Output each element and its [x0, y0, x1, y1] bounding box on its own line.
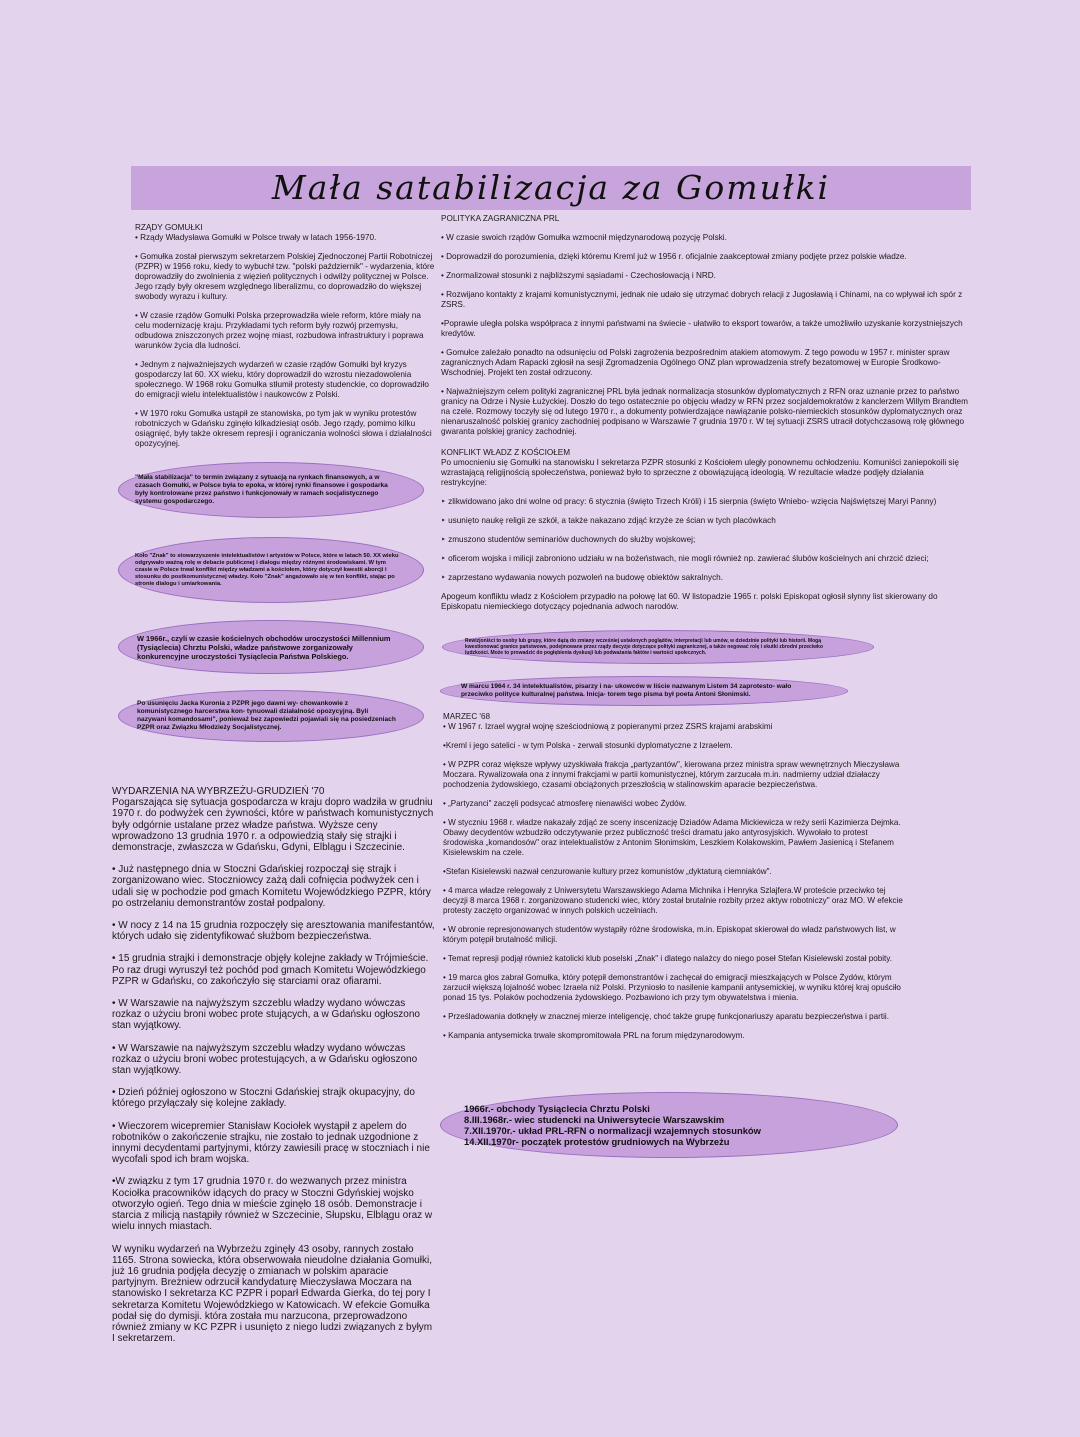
paragraph: • Już następnego dnia w Stoczni Gdańskiej rozpoczął się strajk i zorganizowano wiec. Stoczniowcy zażą dali cofnięcia podwyżek cen i udali się w pochodzie pod gmach Komitetu Wojewódzkiego PZPR, który po ostrzelaniu demonstrantów został podpalony. [112, 864, 431, 909]
section-polityka-zagraniczna [441, 214, 971, 446]
date-item: 1966r.- obchody Tysiąclecia Chrztu Polski [464, 1103, 650, 1114]
note-komandosi: Po usunięciu Jacka Kuronia z PZPR jego dawni wy- chowankowie z komunistycznego harcerstwa kon- tynuowali działalność opozycyjną. Byli nazywani komandosami", ponieważ bez zapowiedzi pojawiali się na posiedzeniach PZPR oraz Związku Młodzieży Socjalistycznej. [118, 690, 424, 742]
list-item: ‣ zlikwidowano jako dni wolne od pracy: 6 stycznia (święto Trzech Króli) i 15 sierpnia (święto Wniebo- wzięcia Najświętszej Maryi Panny) [441, 497, 937, 506]
note-list-34: W marcu 1964 r. 34 intelektualistów, pisarzy i na- ukowców w liście nazwanym Listem 34 zaprotesto- wało przeciwko polityce kulturalnej państwa. Inicja- torem tego pisma był poeta Antoni Słonimski. [440, 676, 848, 706]
section-heading: WYDARZENIA NA WYBRZEŻU-GRUDZIEŃ '70 [112, 786, 325, 797]
paragraph: • Kampania antysemicka trwale skompromitowała PRL na forum międzynarodowym. [443, 1031, 745, 1040]
section-heading: KONFLIKT WŁADZ Z KOŚCIOŁEM [441, 448, 571, 457]
paragraph: Po umocnieniu się Gomułki na stanowisku I sekretarza PZPR stosunki z Kościołem uległy ponownemu ochłodzeniu. Komuniści zaniepokoili się wzrastającą religijnością społeczeństwa, ponieważ było to sprzeczne z obowiązującą ideologią. W rezultacie władze podjęły działania restrykcyjne: [441, 458, 959, 487]
paragraph: • 15 grudnia strajki i demonstracje objęły kolejne zakłady w Trójmieście. Po raz drugi wyruszył też pochód pod gmach Komitetu Wojewódzkiego PZPR w Gdańsku, co zakończyło się starciami oraz ofiarami. [112, 953, 429, 987]
paragraph: • Znormalizował stosunki z najbliższymi sąsiadami - Czechosłowacją i NRD. [441, 271, 716, 280]
section-konflikt-kosciol [441, 448, 971, 621]
paragraph: • Prześladowania dotknęły w znacznej mierze inteligencję, choć także grupę funkcjonariuszy aparatu bezpieczeństwa i partii. [443, 1012, 889, 1021]
paragraph: • 4 marca władze relegowały z Uniwersytetu Warszawskiego Adama Michnika i Henryka Szlajfera.W proteście przeciwko tej decyzji 8 marca 1968 r. zorganizowano studencki wiec, który został brutalnie rozbity przez aktyw robotniczy" oraz MO. W efekcie protesty zaczęto organizować w innych polskich uczelniach. [443, 886, 903, 915]
paragraph: •Stefan Kisielewski nazwał cenzurowanie kultury przez komunistów „dyktaturą ciemniaków". [443, 867, 772, 876]
paragraph: • Gomułce zależało ponadto na odsunięciu od Polski zagrożenia bezpośrednim atakiem atomowym. Z tego powodu w 1957 r. minister spraw zagranicznych Adam Rapacki zgłosił na sesji Zgromadzenia Ogólnego ONZ plan wprowadzenia strefy bezatomowej w Europie Środkowo-Wschodniej. Projekt ten został odrzucony. [441, 348, 950, 377]
list-item: ‣ zaprzestano wydawania nowych pozwoleń na budowę obiektów sakralnych. [441, 573, 724, 582]
page-title: Mała satabilizacja za Gomułki [271, 168, 831, 207]
paragraph: • Gomułka został pierwszym sekretarzem Polskiej Zjednoczonej Partii Robotniczej (PZPR) w 1956 roku, kiedy to wybuchł tzw. "polski październik" - wydarzenia, które doprowadziły do zwolnienia z więzień politycznych i odwilży politycznej w Polsce. Jego rządy były okresem względnego liberalizmu, co doprowadziło do większej swobody wyrazu i kultury. [135, 252, 435, 301]
paragraph: • Temat represji podjął również katolicki klub poselski „Znak" i dlatego nalażcy do niego poseł Stefan Kisielewski został pobity. [443, 954, 892, 963]
paragraph: • W styczniu 1968 r. władze nakazały zdjąć ze sceny inscenizację Dziadów Adama Mickiewicza w reży serii Kazimierza Dejmka. Obawy decydentów wzbudziło odczytywanie przez publiczność treści dramatu jako antyrosyjskich. Wywołało to protest środowiska „komandosów" oraz intelektualistów z Antonim Słonimskim, Leszkiem Kołakowskim, Pawłem Jasienicą i Stefanem Kisielewskim na czele. [443, 818, 901, 857]
paragraph: • 19 marca głos zabrał Gomułka, który potępił demonstrantów i zachęcał do emigracji mieszkających w Polsce Żydów, którym zarzucił większą lojalność wobec Izraela niż Polski. Przyniosło to nasilenie kampanii antysemickiej, w wyniku której kraj opuściło ponad 15 tys. Polaków pochodzenia żydowskiego. Pozbawiono ich przy tym obywatelstwa i mienia. [443, 973, 901, 1002]
note-rewizjonisci: Rewizjoniści to osoby lub grupy, które dążą do zmiany wcześniej ustalonych poglądów, interpretacji lub umów, w dziedzinie polityki lub historii. Mogą kwestionować granice państwowe, podejmowane przez rządy decyzje dotyczące polityki zagranicznej, a także negować rolę i skutki zbrodni przeciwko ludzkości. Może to prowadzić do pogłębienia dyskusji lub podważania faktów i wartości społecznych. [442, 630, 874, 664]
date-item: 7.XII.1970r.- układ PRL-RFN o normalizacji wzajemnych stosunków [464, 1125, 761, 1136]
list-item: ‣ usunięto naukę religii ze szkół, a także nakazano zdjąć krzyże ze ścian w tych placówkach [441, 516, 776, 525]
section-marzec-68 [443, 712, 905, 1050]
section-grudzien-70 [112, 786, 437, 1355]
paragraph: W wyniku wydarzeń na Wybrzeżu zginęły 43 osoby, rannych zostało 1165. Strona sowiecka, która obserwowała nieudolne działania Gomułki, już 16 grudnia podjęła decyzję o zmianach w polskim aparacie partyjnym. Breżniew odrzucił kandydaturę Mieczysława Moczara na stanowisko I sekretarza KC PZPR i poparł Edwarda Gierka, do tej pory I sekretarza Komitetu Wojewódzkiego w Katowicach. W efekcie Gomułka podał się do dymisji. która została mu narzucona, przeprowadzono również zmiany w KC PZPR i usunięto z niego ludzi związanych z byłym I sekretarzem. [112, 1243, 433, 1345]
paragraph: • W 1970 roku Gomułka ustąpił ze stanowiska, po tym jak w wyniku protestów robotniczych w Gdańsku zginęło kilkadziesiąt osób. Jego rządy, pomimo kilku osiągnięć, były także okresem represji i ograniczania wolności słowa i działalności opozycyjnej. [135, 409, 432, 448]
paragraph: •Poprawie uległa polska współpraca z innymi państwami na świecie - ułatwiło to eksport towarów, a także umożliwiło uzyskanie korzystniejszych kredytów. [441, 319, 963, 338]
paragraph: • W czasie swoich rządów Gomułka wzmocnił międzynarodową pozycję Polski. [441, 233, 727, 242]
paragraph: • W obronie represjonowanych studentów wystąpiły różne środowiska, m.in. Episkopat skierował do władz państwowych list, w którym potępił brutalność milicji. [443, 925, 896, 944]
date-item: 14.XII.1970r- początek protestów grudniowych na Wybrzeżu [464, 1136, 730, 1147]
title-banner [131, 166, 971, 210]
paragraph: • Najważniejszym celem polityki zagranicznej PRL była jednak normalizacja stosunków dyplomatycznych z RFN oraz uznanie przez to państwo granicy na Odrze i Nysie Łużyckiej. Doszło do tego ostatecznie po objęciu władzy w RFN przez socjaldemokratów z kanclerzem Willym Brandtem na czele. Rozmowy toczyły się od lutego 1970 r., a dokumenty potwierdzające nawiązanie polsko-niemieckich stosunków dyplomatycznych oraz nienaruszalność polskiej granicy zachodniej podpisano w Warszawie 7 grudnia 1970 r. W tej sytuacji ZSRS utracił dotychczasową rolę głównego gwaranta polskiej granicy zachodniej. [441, 387, 968, 436]
note-millenium: W 1966r., czyli w czasie kościelnych obchodów uroczystości Millennium (Tysiąclecia) Chrztu Polski, władze państwowe zorganizowały konkurencyjne uroczystości Tysiąclecia Państwa Polskiego. [118, 620, 424, 674]
paragraph: • Dzień później ogłoszono w Stoczni Gdańskiej strajk okupacyjny, do którego przyłączały się kolejne zakłady. [112, 1087, 415, 1110]
paragraph: Apogeum konfliktu władz z Kościołem przypadło na połowę lat 60. W listopadzie 1965 r. polski Episkopat ogłosił słynny list skierowany do Episkopatu niemieckiego dotyczący pojednania adwoch narodów. [441, 592, 938, 611]
paragraph: • W Warszawie na najwyższym szczeblu władzy wydano wówczas rozkaz o użyciu broni wobec protestujących, a w Gdańsku ogłoszono stan wyjątkowy. [112, 1042, 418, 1077]
paragraph: •W związku z tym 17 grudnia 1970 r. do wezwanych przez ministra Kociołka pracowników idących do pracy w Stoczni Gdyńskiej wojsko otworzyło ogień. Tego dnia w mieście zginęło 18 osób. Demonstracje i starcia z milicją nastąpiły również w Szczecinie, Słupsku, Elblągu oraz w wielu innych miastach. [112, 1176, 433, 1233]
section-heading: RZĄDY GOMUŁKI [135, 223, 203, 232]
note-key-dates [440, 1092, 898, 1158]
note-kolo-znak: Koło "Znak" to stowarzyszenie intelektualistów i artystów w Polsce, które w latach 50. XX wieku odgrywało ważną rolę w debacie publicznej i dialogu między różnymi środowiskami. W tym czasie w Polsce trwał konflikt między władzami a kościołem, który dotyczył kwestii aborcji i stosunku do postkomunistycznej władzy. Koło "Znak" angażowało się w ten konflikt, stając po stronie dialogu i umiarkowania. [118, 537, 424, 603]
date-item: 8.III.1968r.- wiec studencki na Uniwersytecie Warszawskim [464, 1114, 725, 1125]
note-mala-stabilizacja: "Mała stabilizacja" to termin związany z sytuacją na rynkach finansowych, a w czasach Gomułki, w Polsce była to epoka, w której rynki finansowe i gospodarka były kontrolowane przez państwo i funkcjonowały w ramach socjalistycznego systemu gospodarczego. [118, 462, 424, 518]
paragraph: • Rządy Władysława Gomułki w Polsce trwały w latach 1956-1970. [135, 233, 377, 242]
paragraph: • „Partyzanci" zaczęli podsycać atmosferę nienawiści wobec Żydów. [443, 799, 687, 808]
paragraph: • Rozwijano kontakty z krajami komunistycznymi, jednak nie udało się utrzymać dobrych relacji z Jugosławią i Chinami, na co wpływał ich spór z ZSRS. [441, 290, 963, 309]
paragraph: • W 1967 r. Izrael wygrał wojnę sześciodniową z popieranymi przez ZSRS krajami arabskimi [443, 722, 773, 731]
paragraph: • Jednym z najważniejszych wydarzeń w czasie rządów Gomułki był kryzys gospodarczy lat 60. XX wieku, który doprowadził do wzrostu niezadowolenia społecznego. W 1968 roku Gomułka stłumił protesty studenckie, co doprowadziło do emigracji wielu intelektualistów i naukowców z Polski. [135, 360, 429, 399]
paragraph: • Doprowadził do porozumienia, dzięki któremu Kreml już w 1956 r. oficjalnie zaakceptował zmiany podjęte przez polskie władze. [441, 252, 907, 261]
section-heading: POLITYKA ZAGRANICZNA PRL [441, 214, 560, 223]
paragraph: •Kreml i jego satelici - w tym Polska - zerwali stosunki dyplomatyczne z Izraelem. [443, 741, 733, 750]
section-rzady-gomulki [135, 223, 435, 458]
paragraph: • W czasie rządów Gomułki Polska przeprowadziła wiele reform, które miały na celu modernizację kraju. Przykładami tych reform były rozwój przemysłu, odbudowa zniszczonych przez wojnę miast, rozbudowa infrastruktury i poprawa warunków życia dla ludności. [135, 311, 424, 350]
paragraph: • Wieczorem wicepremier Stanisław Kociołek wystąpił z apelem do robotników o zakończenie strajku, nie zostało to jednak uzgodnione z innymi decydentami partyjnymi, którzy zawiesili pracę w stoczniach i nie wycofali spod ich bram wojska. [112, 1120, 430, 1166]
section-heading: MARZEC '68 [443, 712, 490, 721]
list-item: ‣ oficerom wojska i milicji zabroniono udziału w na bożeństwach, nie mogli również np. zawierać ślubów kościelnych ani chrzcić dzieci; [441, 554, 929, 563]
list-item: ‣ zmuszono studentów seminariów duchownych do służby wojskowej; [441, 535, 696, 544]
paragraph: • W nocy z 14 na 15 grudnia rozpoczęły się aresztowania manifestantów, których udało się zidentyfikować służbom bezpieczeństwa. [112, 920, 435, 943]
paragraph: • W PZPR coraz większe wpływy uzyskiwała frakcja „partyzantów", kierowana przez ministra spraw wewnętrznych Mieczysława Moczara. Rywalizowała ona z innymi frakcjami w partii komunistycznej, którym zarzucała m.in. nadmierny udział działaczy pochodzenia żydowskiego, czasami obciążonych przeszłością w stalinowskim aparacie bezpieczeństwa. [443, 760, 900, 789]
paragraph: • W Warszawie na najwyższym szczeblu władzy wydano wówczas rozkaz o użyciu broni wobec prote stujących, a w Gdańsku ogłoszono stan wyjątkowy. [112, 998, 420, 1032]
paragraph: Pogarszająca się sytuacja gospodarcza w kraju dopro wadziła w grudniu 1970 r. do podwyżek cen żywności, które w państwach komunistycznych były odgórnie ustalane przez władze państwa. Wyższe ceny wprowadzono 13 grudnia 1970 r. a odpowiedzią stały się strajki i demonstracje, zwłaszcza w Gdańsku, Gdyni, Elblągu i Szczecinie. [112, 797, 434, 854]
